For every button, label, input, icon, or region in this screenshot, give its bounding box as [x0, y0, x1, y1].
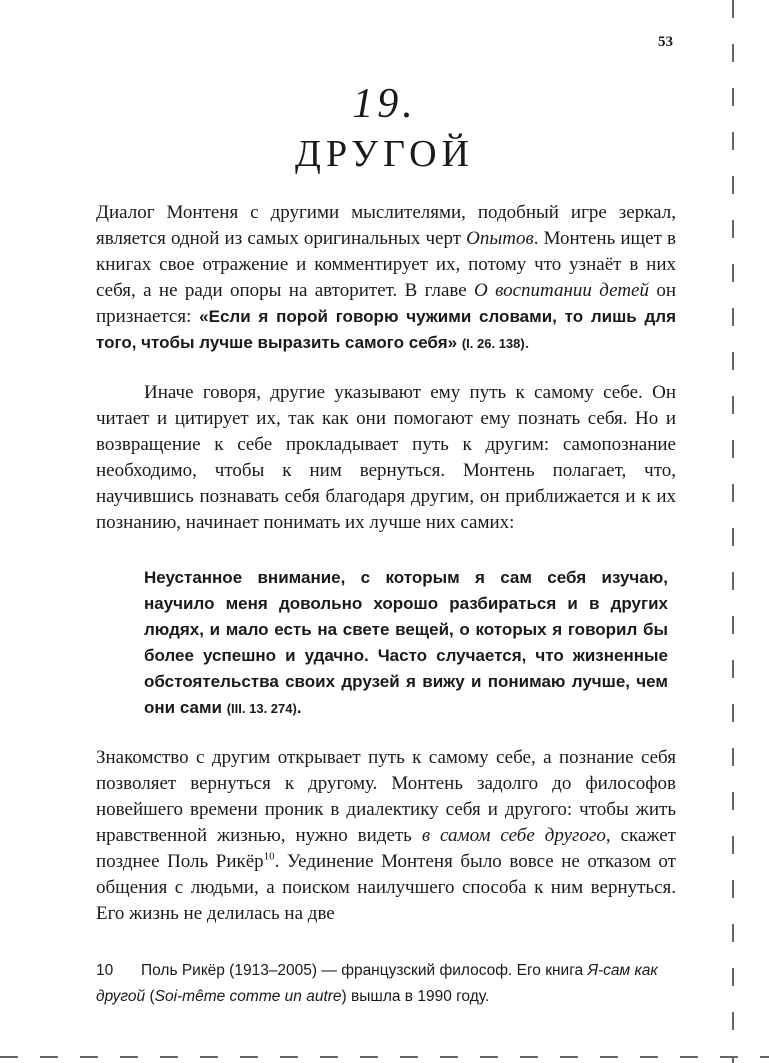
- p3-italic: в самом себе другого: [421, 825, 606, 846]
- p1-quote: «Если я порой говорю чужими словами, то лишь для того, чтобы лучше выразить самого себя»: [96, 307, 676, 352]
- footnote-italic-title: Я-сам как другой: [96, 962, 658, 1005]
- footnote-text: Поль Рикёр (1913–2005) — французский философ. Его книга: [141, 962, 588, 979]
- p1-italic-chapter: О воспитании детей: [474, 280, 649, 301]
- p1-text-3: он признается:: [96, 280, 676, 327]
- page-number: 53: [658, 34, 673, 50]
- block-quote: [144, 565, 668, 722]
- chapter-title: ДРУГОЙ: [295, 133, 474, 175]
- p3-text-2: , скажет позднее Поль Рикёр: [96, 825, 676, 872]
- p1-italic-title: Опытов: [466, 228, 534, 249]
- paragraph-3: [96, 745, 676, 927]
- block-quote-text: Неустанное внимание, с которым я сам себя изучаю, научило меня довольно хорошо разбираться и в других людях, и мало есть на свете вещей, о которых я говорил бы более успешно и удачно. Часто случается, что жизненные обстоятельства своих друзей я вижу и понимаю лучше, чем они сами: [144, 568, 668, 717]
- p3-text: Знакомство с другим открывает путь к самому себе, а познание себя позволяет вернуться к другому. Монтень задолго до философов новейшего времени проник в диалектику себя и другого: чтобы жить нравственной жизнью, нужно видеть: [96, 747, 676, 846]
- footnote: [96, 958, 676, 1010]
- p1-text-2: . Монтень ищет в книгах свое отражение и комментирует их, потому что узнаёт в них себя, а не ради опоры на авторитет. В главе: [96, 228, 677, 301]
- crop-mark-bottom: [0, 1056, 769, 1058]
- p1-text: Диалог Монтеня с другими мыслителями, подобный игре зеркал, является одной из самых оригинальных черт: [96, 202, 676, 249]
- footnote-mark[interactable]: 10: [263, 850, 275, 863]
- block-quote-reference: (III. 13. 274): [226, 701, 297, 716]
- footnote-italic-original: Soi-même comme un autre: [154, 988, 342, 1005]
- block-quote-end: .: [296, 698, 302, 717]
- chapter-number: 19.: [352, 81, 417, 127]
- footnote-text-2: (: [145, 988, 155, 1005]
- footnote-number: 10: [96, 962, 114, 979]
- paragraph-1: [96, 200, 676, 357]
- crop-mark-right: [732, 0, 734, 1063]
- p2-text: Иначе говоря, другие указывают ему путь к самому себе. Он читает и цитирует их, так как они помогают ему познать себя. Но и возвращение к себе прокладывает путь к другим: самопознание необходимо, чтобы к ним вернуться. Монтень полагает, что, научившись познавать себя благодаря другим, он приближается и к их познанию, начинает понимать их лучше них самих:: [96, 382, 676, 533]
- p1-reference: (I. 26. 138): [461, 336, 525, 351]
- paragraph-2: [96, 380, 676, 536]
- footnote-text-3: ) вышла в 1990 году.: [341, 988, 490, 1005]
- p1-end: .: [524, 332, 530, 353]
- p3-text-3: . Уединение Монтеня было вовсе не отказом от общения с людьми, а поиском наилучшего способа к ним вернуться. Его жизнь не делилась на две: [96, 851, 676, 924]
